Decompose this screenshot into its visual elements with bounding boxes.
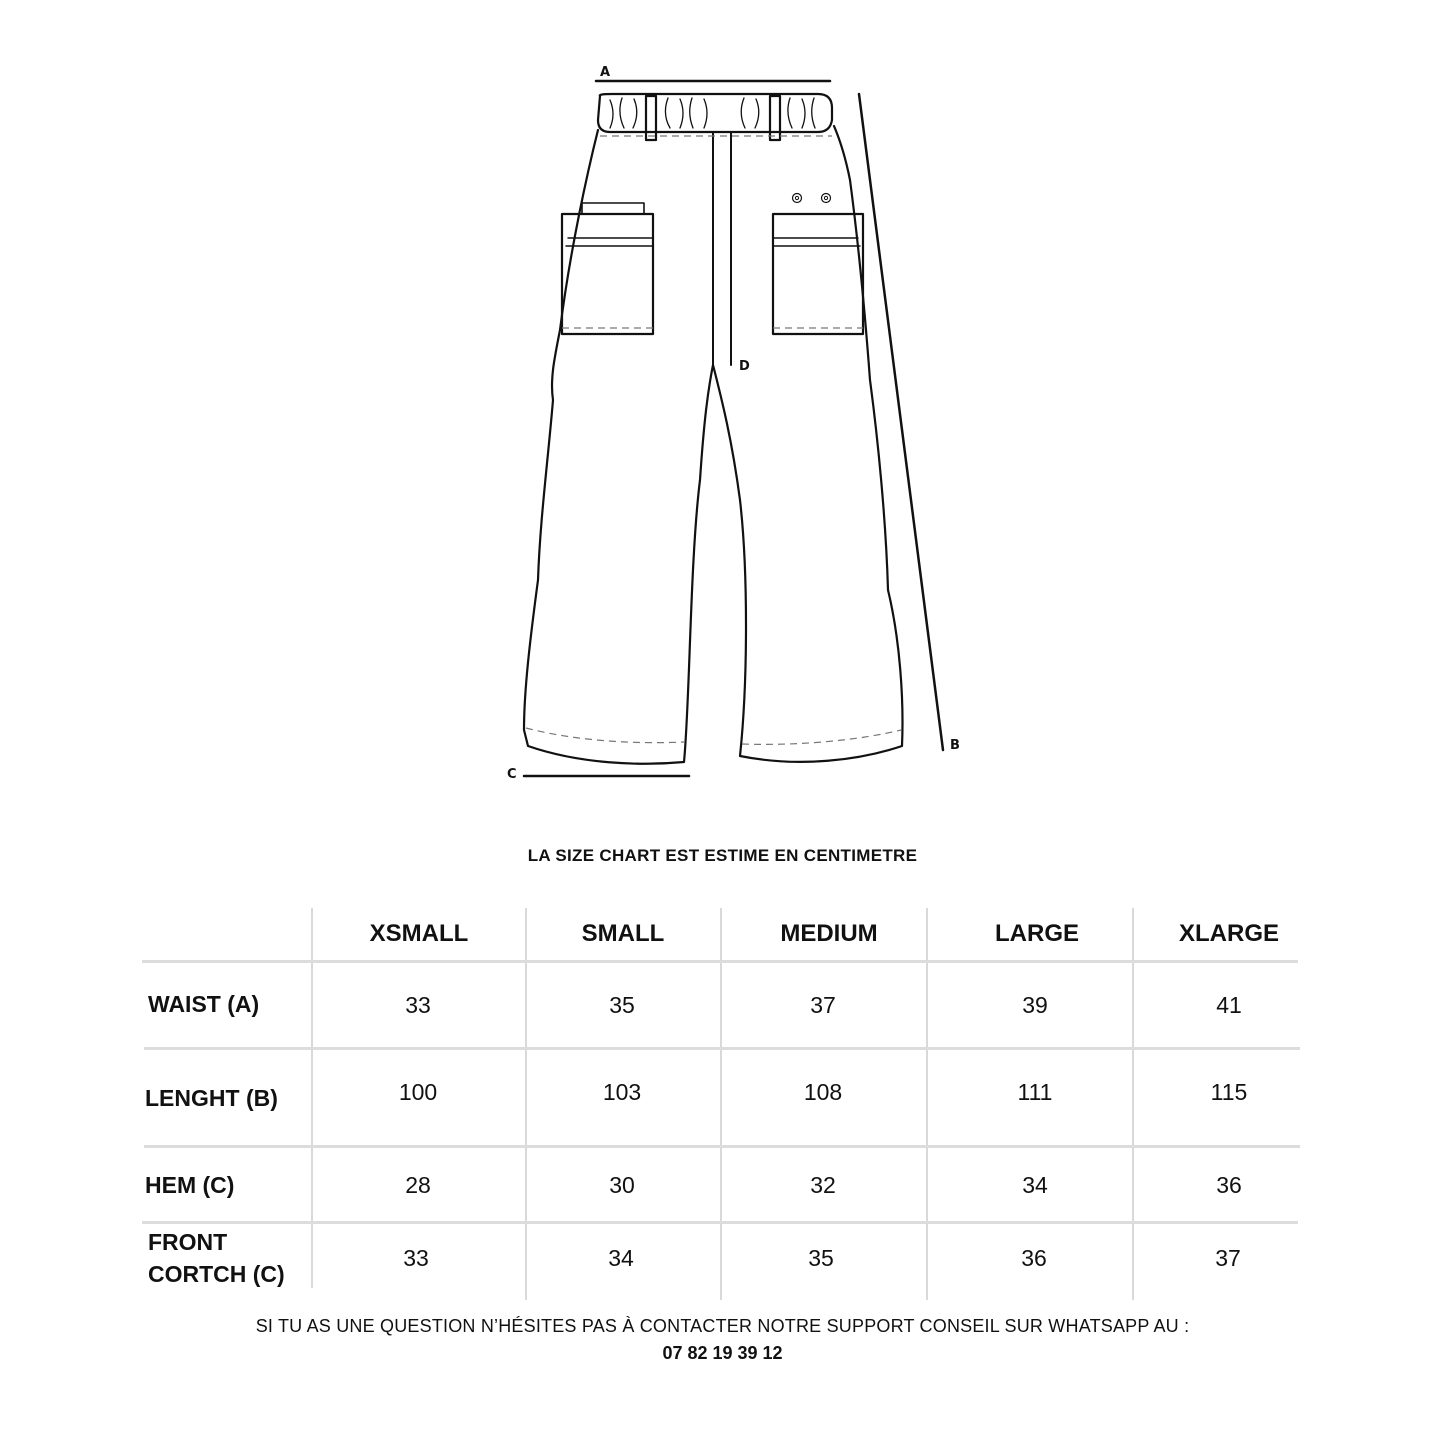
table-cell: 35 <box>609 992 635 1018</box>
row-header-length: LENGHT (B) <box>145 1085 278 1111</box>
table-divider <box>311 908 313 1288</box>
belt-loop-right <box>770 96 780 140</box>
column-header-xsmall: XSMALL <box>369 920 469 947</box>
label-b: B <box>950 738 960 753</box>
fly-seam <box>713 132 731 365</box>
table-divider <box>142 1221 1298 1224</box>
table-cell: 100 <box>398 1079 438 1105</box>
table-cell: 37 <box>810 992 836 1018</box>
pocket-right <box>773 214 863 334</box>
column-header-small: SMALL <box>581 920 665 947</box>
table-cell: 36 <box>1021 1245 1047 1271</box>
table-cell: 103 <box>602 1079 642 1105</box>
table-cell: 35 <box>808 1245 834 1271</box>
row-header-waist: WAIST (A) <box>148 991 260 1017</box>
table-cell: 34 <box>608 1245 634 1271</box>
support-message: SI TU AS UNE QUESTION N’HÉSITES PAS À CONTACTER NOTRE SUPPORT CONSEIL SUR WHATSAPP AU : <box>255 1316 1190 1336</box>
label-a: A <box>600 65 611 80</box>
table-cell: 115 <box>1210 1079 1248 1105</box>
column-header-medium: MEDIUM <box>780 920 878 947</box>
table-divider <box>525 908 527 1300</box>
belt-loop-left <box>646 96 656 140</box>
table-divider <box>926 908 928 1300</box>
column-header-xlarge: XLARGE <box>1178 920 1280 947</box>
table-divider <box>142 960 1298 963</box>
table-cell: 41 <box>1216 992 1242 1018</box>
table-cell: 36 <box>1216 1172 1242 1198</box>
pocket-left-flap-tag <box>582 203 644 214</box>
size-chart-title: LA SIZE CHART EST ESTIME EN CENTIMETRE <box>527 846 918 865</box>
table-cell: 28 <box>405 1172 431 1198</box>
whatsapp-phone-number: 07 82 19 39 12 <box>662 1343 783 1363</box>
table-cell: 39 <box>1022 992 1048 1018</box>
table-divider <box>144 1145 1300 1148</box>
table-cell: 33 <box>403 1245 429 1271</box>
table-cell: 111 <box>1017 1079 1053 1105</box>
table-cell: 33 <box>405 992 431 1018</box>
table-cell: 30 <box>609 1172 635 1198</box>
row-header-hem: HEM (C) <box>145 1172 235 1198</box>
table-divider <box>720 908 722 1300</box>
label-d: D <box>739 359 750 374</box>
table-cell: 37 <box>1215 1245 1241 1271</box>
table-cell: 34 <box>1022 1172 1048 1198</box>
label-c: C <box>507 767 517 782</box>
table-divider <box>1132 908 1134 1300</box>
column-header-large: LARGE <box>995 920 1079 947</box>
length-measure-line <box>859 94 943 750</box>
table-cell: 32 <box>810 1172 836 1198</box>
row-header-front-crotch: FRONT CORTCH (C) <box>148 1229 285 1287</box>
table-cell: 108 <box>803 1079 843 1105</box>
table-divider <box>144 1047 1300 1050</box>
